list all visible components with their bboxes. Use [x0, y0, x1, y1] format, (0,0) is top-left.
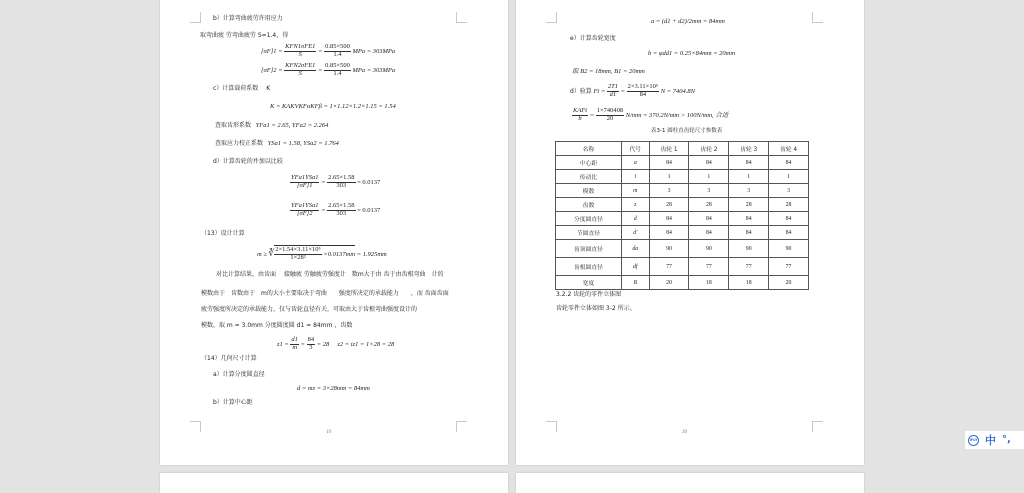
cell-value: 84: [689, 156, 729, 170]
table-row: [556, 170, 809, 184]
cell-value: 1: [729, 170, 769, 184]
cell-value: 1: [649, 170, 689, 184]
header-gear-1: 齿轮 1: [649, 142, 689, 156]
cell-name: 模数: [556, 184, 622, 198]
cell-value: 84: [769, 226, 809, 240]
formula-tooth-count: z1 = $\frac{d1}{m}$ = $\frac{84}{3}$ = 28 z2 = iz1 = 1×28 = 28: [277, 336, 395, 351]
cell-name: 宽度: [556, 276, 622, 290]
iflytek-logo-icon[interactable]: iFLY: [968, 435, 979, 446]
table-row: [556, 184, 809, 198]
document-page-19: [160, 0, 508, 465]
table-row: [556, 240, 809, 258]
page-number: 19: [326, 430, 331, 435]
document-page-next-right: [516, 473, 864, 493]
cell-value: 28: [729, 198, 769, 212]
margin-corner-top-left: [190, 12, 201, 23]
table-row: [556, 258, 809, 276]
heading-13-design-calc: （13）设计计算: [201, 230, 245, 237]
cell-value: 3: [689, 184, 729, 198]
cell-name: 节圆直径: [556, 226, 622, 240]
header-symbol: 代号: [621, 142, 649, 156]
formula-tangential-force: d）验算 Ft = $\frac{2T1}{d1}$ = $\frac{\text{2×3.11×10⁵}}{84}$ N = 7404.8N: [570, 83, 695, 98]
heading-3-2-2: 3.2.2 齿轮的零件立体图: [556, 291, 622, 298]
cell-name: 分度圆直径: [556, 212, 622, 226]
margin-corner-bottom-left: [546, 421, 557, 432]
cell-symbol: a: [621, 156, 649, 170]
cell-value: 20: [769, 276, 809, 290]
cell-value: 84: [769, 156, 809, 170]
cell-value: 84: [649, 226, 689, 240]
formula-ratio-2: $\frac{\text{YFa1YSa1}}{[\sigma F]2}$ = $\frac{2.65\times 1.58}{303}$ = 0.0137: [291, 202, 381, 217]
cell-value: 84: [769, 212, 809, 226]
cell-name: 齿顶圆直径: [556, 240, 622, 258]
cell-value: 84: [729, 226, 769, 240]
table-row: [556, 212, 809, 226]
cell-value: 3: [729, 184, 769, 198]
paragraph-line-2: 模数由于 齿数由于 m的大小主要取决于弯曲 强度所决定的承载能力 ，而 齿面齿面: [201, 290, 449, 297]
margin-corner-top-right: [456, 12, 467, 23]
cell-value: 18: [729, 276, 769, 290]
cell-value: 3: [769, 184, 809, 198]
cell-value: 84: [689, 226, 729, 240]
margin-corner-bottom-left: [190, 421, 201, 432]
page-number: 20: [682, 430, 687, 435]
cell-value: 84: [649, 212, 689, 226]
cell-value: 3: [649, 184, 689, 198]
cell-value: 84: [729, 212, 769, 226]
heading-d-compare: d）计算齿轮的并加以比较: [213, 158, 283, 165]
cell-symbol: d: [621, 212, 649, 226]
cell-value: 20: [649, 276, 689, 290]
margin-corner-bottom-right: [456, 421, 467, 432]
document-page-next-left: [160, 473, 508, 493]
header-gear-3: 齿轮 3: [729, 142, 769, 156]
cell-symbol: df: [621, 258, 649, 276]
header-gear-4: 齿轮 4: [769, 142, 809, 156]
cell-symbol: d': [621, 226, 649, 240]
heading-e-face-width: e）计算齿轮宽度: [570, 35, 616, 42]
cell-value: 84: [649, 156, 689, 170]
margin-corner-bottom-right: [812, 421, 823, 432]
heading-b-center-distance: b）计算中心距: [213, 399, 253, 406]
cell-name: 中心距: [556, 156, 622, 170]
formula-face-width: b = φdd1 = 0.25×84mm = 20mm: [648, 50, 736, 57]
cell-name: 齿根圆直径: [556, 258, 622, 276]
table-row: [556, 276, 809, 290]
ime-punctuation-toggle[interactable]: °,: [1002, 434, 1011, 445]
cell-name: 齿数: [556, 198, 622, 212]
text-stress-correction-factor: 查取应力校正系数 YSa1 = 1.58, YSa2 = 1.764: [215, 140, 339, 147]
cell-value: 28: [769, 198, 809, 212]
gear-parameters-table: [555, 141, 809, 290]
paragraph-line-3: 疲劳强度所决定的承载能力，仅与齿轮直径有关，可取由大于齿根弯曲强度设计的: [201, 306, 418, 313]
cell-value: 77: [649, 258, 689, 276]
text-figure-reference: 齿轮零件立体如图 3-2 所示。: [556, 305, 636, 312]
heading-c-load-factor: c）计算载荷系数 K: [213, 85, 271, 92]
table-row: [556, 198, 809, 212]
cell-value: 18: [689, 276, 729, 290]
cell-symbol: m: [621, 184, 649, 198]
formula-center-distance: a = (d1 + d2)/2mm = 84mm: [651, 18, 725, 25]
paragraph-line-4: 模数，取 m = 3.0mm 分度圆度圆 d1 = 84mm ，齿数: [201, 322, 353, 329]
table-row: [556, 226, 809, 240]
cell-name: 传动比: [556, 170, 622, 184]
cell-value: 1: [769, 170, 809, 184]
ime-toolbar[interactable]: [965, 431, 1024, 449]
margin-corner-top-left: [546, 12, 557, 23]
cell-symbol: B: [621, 276, 649, 290]
cell-value: 77: [769, 258, 809, 276]
cell-value: 84: [729, 156, 769, 170]
formula-pitch-diameter: d = mz = 3×28mm = 84mm: [297, 385, 370, 392]
text-take-widths: 取 B2 = 18mm, B1 = 20mm: [572, 68, 645, 75]
cell-symbol: z: [621, 198, 649, 212]
cell-value: 84: [689, 212, 729, 226]
formula-k: K = KAKVKFαKFβ = 1×1.12×1.2×1.15 = 1.54: [270, 103, 396, 110]
table-header-row: [556, 142, 809, 156]
ime-language-toggle[interactable]: 中: [985, 434, 996, 447]
cell-value: 90: [689, 240, 729, 258]
text-safety-factor: 取弯曲疲 劳弯曲疲劳 S=1.4，得: [200, 32, 289, 39]
formula-sigma-f2: [σF]2 = $\frac{\text{KFN2σFE1}}{S}$ = $\frac{0.85\times 500}{1.4}$ MPa = 303MPa: [261, 62, 396, 77]
formula-sigma-f1: [σF]1 = $\frac{\text{KFN1σFE1}}{S}$ = $\frac{0.85\times 500}{1.4}$ MPa = 303MPa: [261, 43, 396, 58]
paragraph-line-1: 对比计算结果，由齿面 接触疲 劳触疲劳强度计 数m大于由 齿于由齿根弯曲 计的: [216, 271, 444, 278]
cell-value: 77: [689, 258, 729, 276]
margin-corner-top-right: [812, 12, 823, 23]
table-row: [556, 156, 809, 170]
cell-value: 90: [649, 240, 689, 258]
formula-load-check: $\frac{\text{KAFt}}{b}$ = $\frac{1\times 740408}{20}$ N/mm = 370.2N/mm > 100N/mm, 合适: [573, 107, 729, 122]
cell-symbol: i: [621, 170, 649, 184]
cell-value: 1: [689, 170, 729, 184]
heading-14-geometry: （14）几何尺寸计算: [201, 355, 257, 362]
cell-value: 28: [689, 198, 729, 212]
cell-value: 77: [729, 258, 769, 276]
formula-module-min: m ≥ ∛ $\frac{\text{2×1.54×3.11×10⁵}}{\text{1×28²}}$ ×0.0137mm = 1.925mm: [257, 246, 387, 261]
cell-value: 90: [769, 240, 809, 258]
formula-ratio-1: $\frac{\text{YFa1YSa1}}{[\sigma F]1}$ = $\frac{2.65\times 1.58}{303}$ = 0.0137: [291, 174, 381, 189]
cell-value: 28: [649, 198, 689, 212]
cell-value: 90: [729, 240, 769, 258]
document-page-20: [516, 0, 864, 465]
cell-symbol: da: [621, 240, 649, 258]
heading-a-pitch-diameter: a）计算分度圆直径: [213, 371, 265, 378]
header-name: 名称: [556, 142, 622, 156]
heading-b-allowable-stress: b）计算弯曲疲劳许用应力: [213, 15, 283, 22]
header-gear-2: 齿轮 2: [689, 142, 729, 156]
table-caption: 表3-1 圆柱直齿轮尺寸参数表: [651, 128, 723, 134]
text-tooth-form-factor: 查取齿形系数 YFa1 = 2.65, YFa2 = 2.264: [215, 122, 329, 129]
